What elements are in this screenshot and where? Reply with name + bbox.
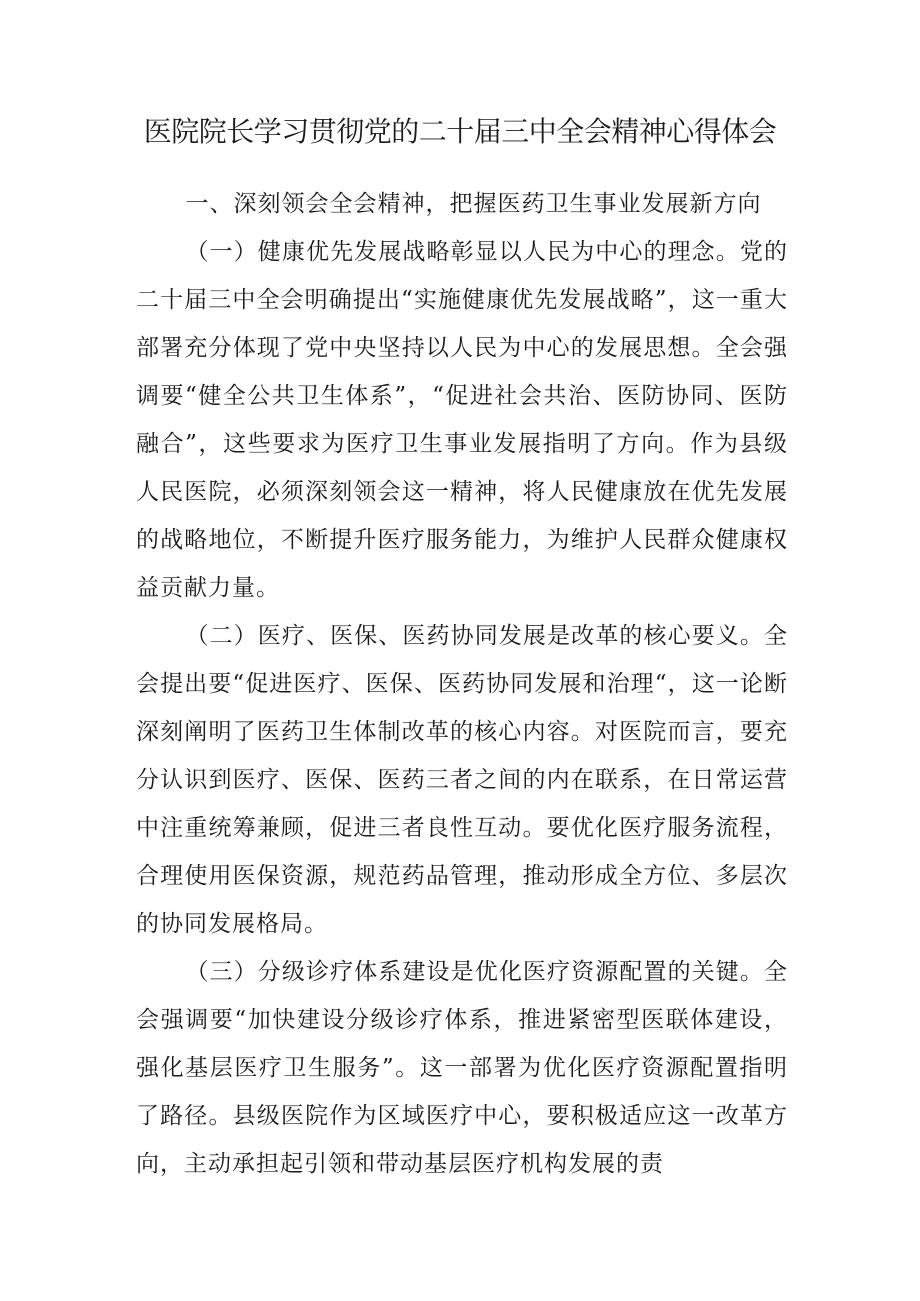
- paragraph-1: （一）健康优先发展战略彰显以人民为中心的理念。党的二十届三中全会明确提出“实施健康优先发展战略”，这一重大部署充分体现了党中央坚持以人民为中心的发展思想。全会强调要“健全公共卫生体系”，“促进社会共治、医防协同、医防融合”，这些要求为医疗卫生事业发展指明了方向。作为县级人民医院，必须深刻领会这一精神，将人民健康放在优先发展的战略地位，不断提升医疗服务能力，为维护人民群众健康权益贡献力量。: [136, 239, 788, 601]
- paragraph-2: （二）医疗、医保、医药协同发展是改革的核心要义。全会提出要“促进医疗、医保、医药协同发展和治理“，这一论断深刻阐明了医药卫生体制改革的核心内容。对医院而言，要充分认识到医疗、医保、医药三者之间的内在联系，在日常运营中注重统筹兼顾，促进三者良性互动。要优化医疗服务流程，合理使用医保资源，规范药品管理，推动形成全方位、多层次的协同发展格局。: [136, 623, 788, 937]
- document-title: 医院院长学习贯彻党的二十届三中全会精神心得体会: [143, 115, 777, 148]
- paragraph-3: （三）分级诊疗体系建设是优化医疗资源配置的关键。全会强调要“加快建设分级诊疗体系，推进紧密型医联体建设，强化基层医疗卫生服务”。这一部署为优化医疗资源配置指明了路径。县级医院作为区域医疗中心，要积极适应这一改革方向，主动承担起引领和带动基层医疗机构发展的责: [136, 959, 788, 1177]
- section-heading: 一、深刻领会全会精神，把握医药卫生事业发展新方向: [185, 191, 762, 217]
